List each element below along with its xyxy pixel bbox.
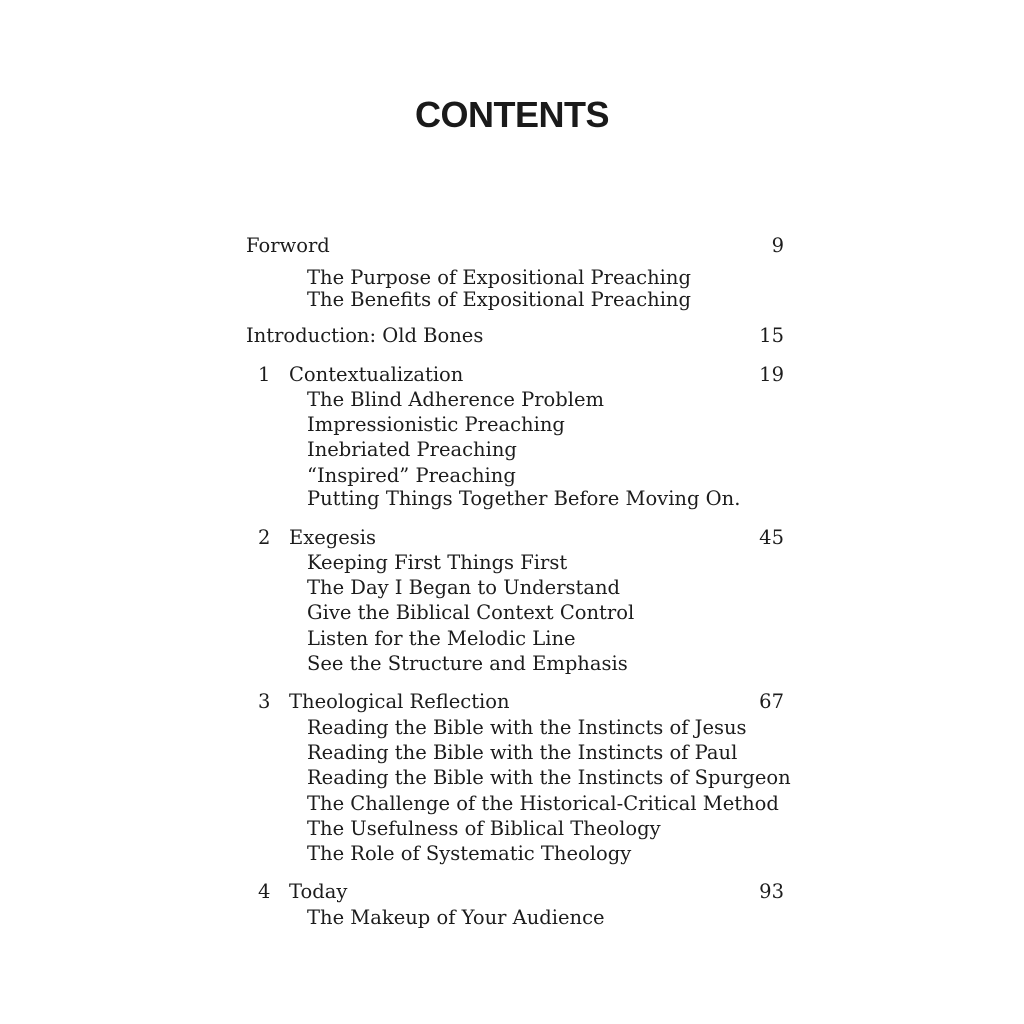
toc-subentry: Putting Things Together Before Moving On. [307,487,741,511]
toc-entry-chapter-4 [246,879,786,930]
toc-subentry: Listen for the Melodic Line [307,626,576,650]
toc-entry-chapter-3 [246,689,791,866]
toc-page-number: 19 [759,362,784,386]
toc-entry-heading [246,323,786,348]
toc-subentry: The Makeup of Your Audience [307,905,605,929]
toc-subentry: Keeping First Things First [307,550,568,574]
toc-entry-label: Introduction: Old Bones [246,324,484,348]
toc-subentry: The Usefulness of Biblical Theology [307,816,661,840]
toc-entry-label: Forword [246,234,330,257]
toc-entry-label: Theological Reflection [289,690,510,714]
toc-entry-chapter-2 [246,525,786,677]
toc-subentry: Reading the Bible with the Instincts of Spurgeon [307,766,791,790]
toc-subentry: Give the Biblical Context Control [307,601,635,625]
toc-page-number: 9 [771,234,784,257]
toc-subentry: Impressionistic Preaching [307,413,565,437]
toc-entry-heading [246,879,786,904]
toc-subentry: Reading the Bible with the Instincts of Paul [307,740,738,764]
page-title: CONTENTS [415,94,609,135]
chapter-number: 4 [258,880,271,904]
toc-subentry: Reading the Bible with the Instincts of Jesus [307,715,747,739]
toc-subentry: The Blind Adherence Problem [307,387,605,411]
chapter-number: 3 [258,690,271,714]
toc-entry-heading [246,689,786,714]
toc-subentry: See the Structure and Emphasis [307,652,628,676]
chapter-number: 1 [258,362,271,386]
toc-entry-label: Contextualization [289,362,464,386]
toc-subentry: Inebriated Preaching [307,438,517,462]
toc-subentry: The Benefits of Expositional Preaching [307,287,691,311]
toc-subentry: The Challenge of the Historical-Critical Method [307,791,779,815]
toc-entry-label: Exegesis [289,525,377,549]
toc-subentry: The Day I Began to Understand [307,576,621,600]
toc-entry-heading [246,525,786,550]
toc-page-number: 15 [759,324,784,348]
toc-entry-heading [246,233,786,258]
toc-subentry: The Role of Systematic Theology [307,842,632,866]
toc-entry-chapter-1 [246,362,786,510]
toc-entry-forword [246,233,786,310]
toc-subentry: The Purpose of Expositional Preaching [307,266,691,290]
chapter-number: 2 [258,525,271,549]
toc-page-number: 45 [759,525,784,549]
table-of-contents [246,233,791,940]
toc-entry-label: Today [289,880,348,904]
toc-entry-introduction [246,323,786,348]
toc-entry-heading [246,362,786,387]
toc-page-number: 93 [759,880,784,904]
toc-page-number: 67 [759,690,784,714]
toc-subentry: “Inspired” Preaching [307,463,516,487]
